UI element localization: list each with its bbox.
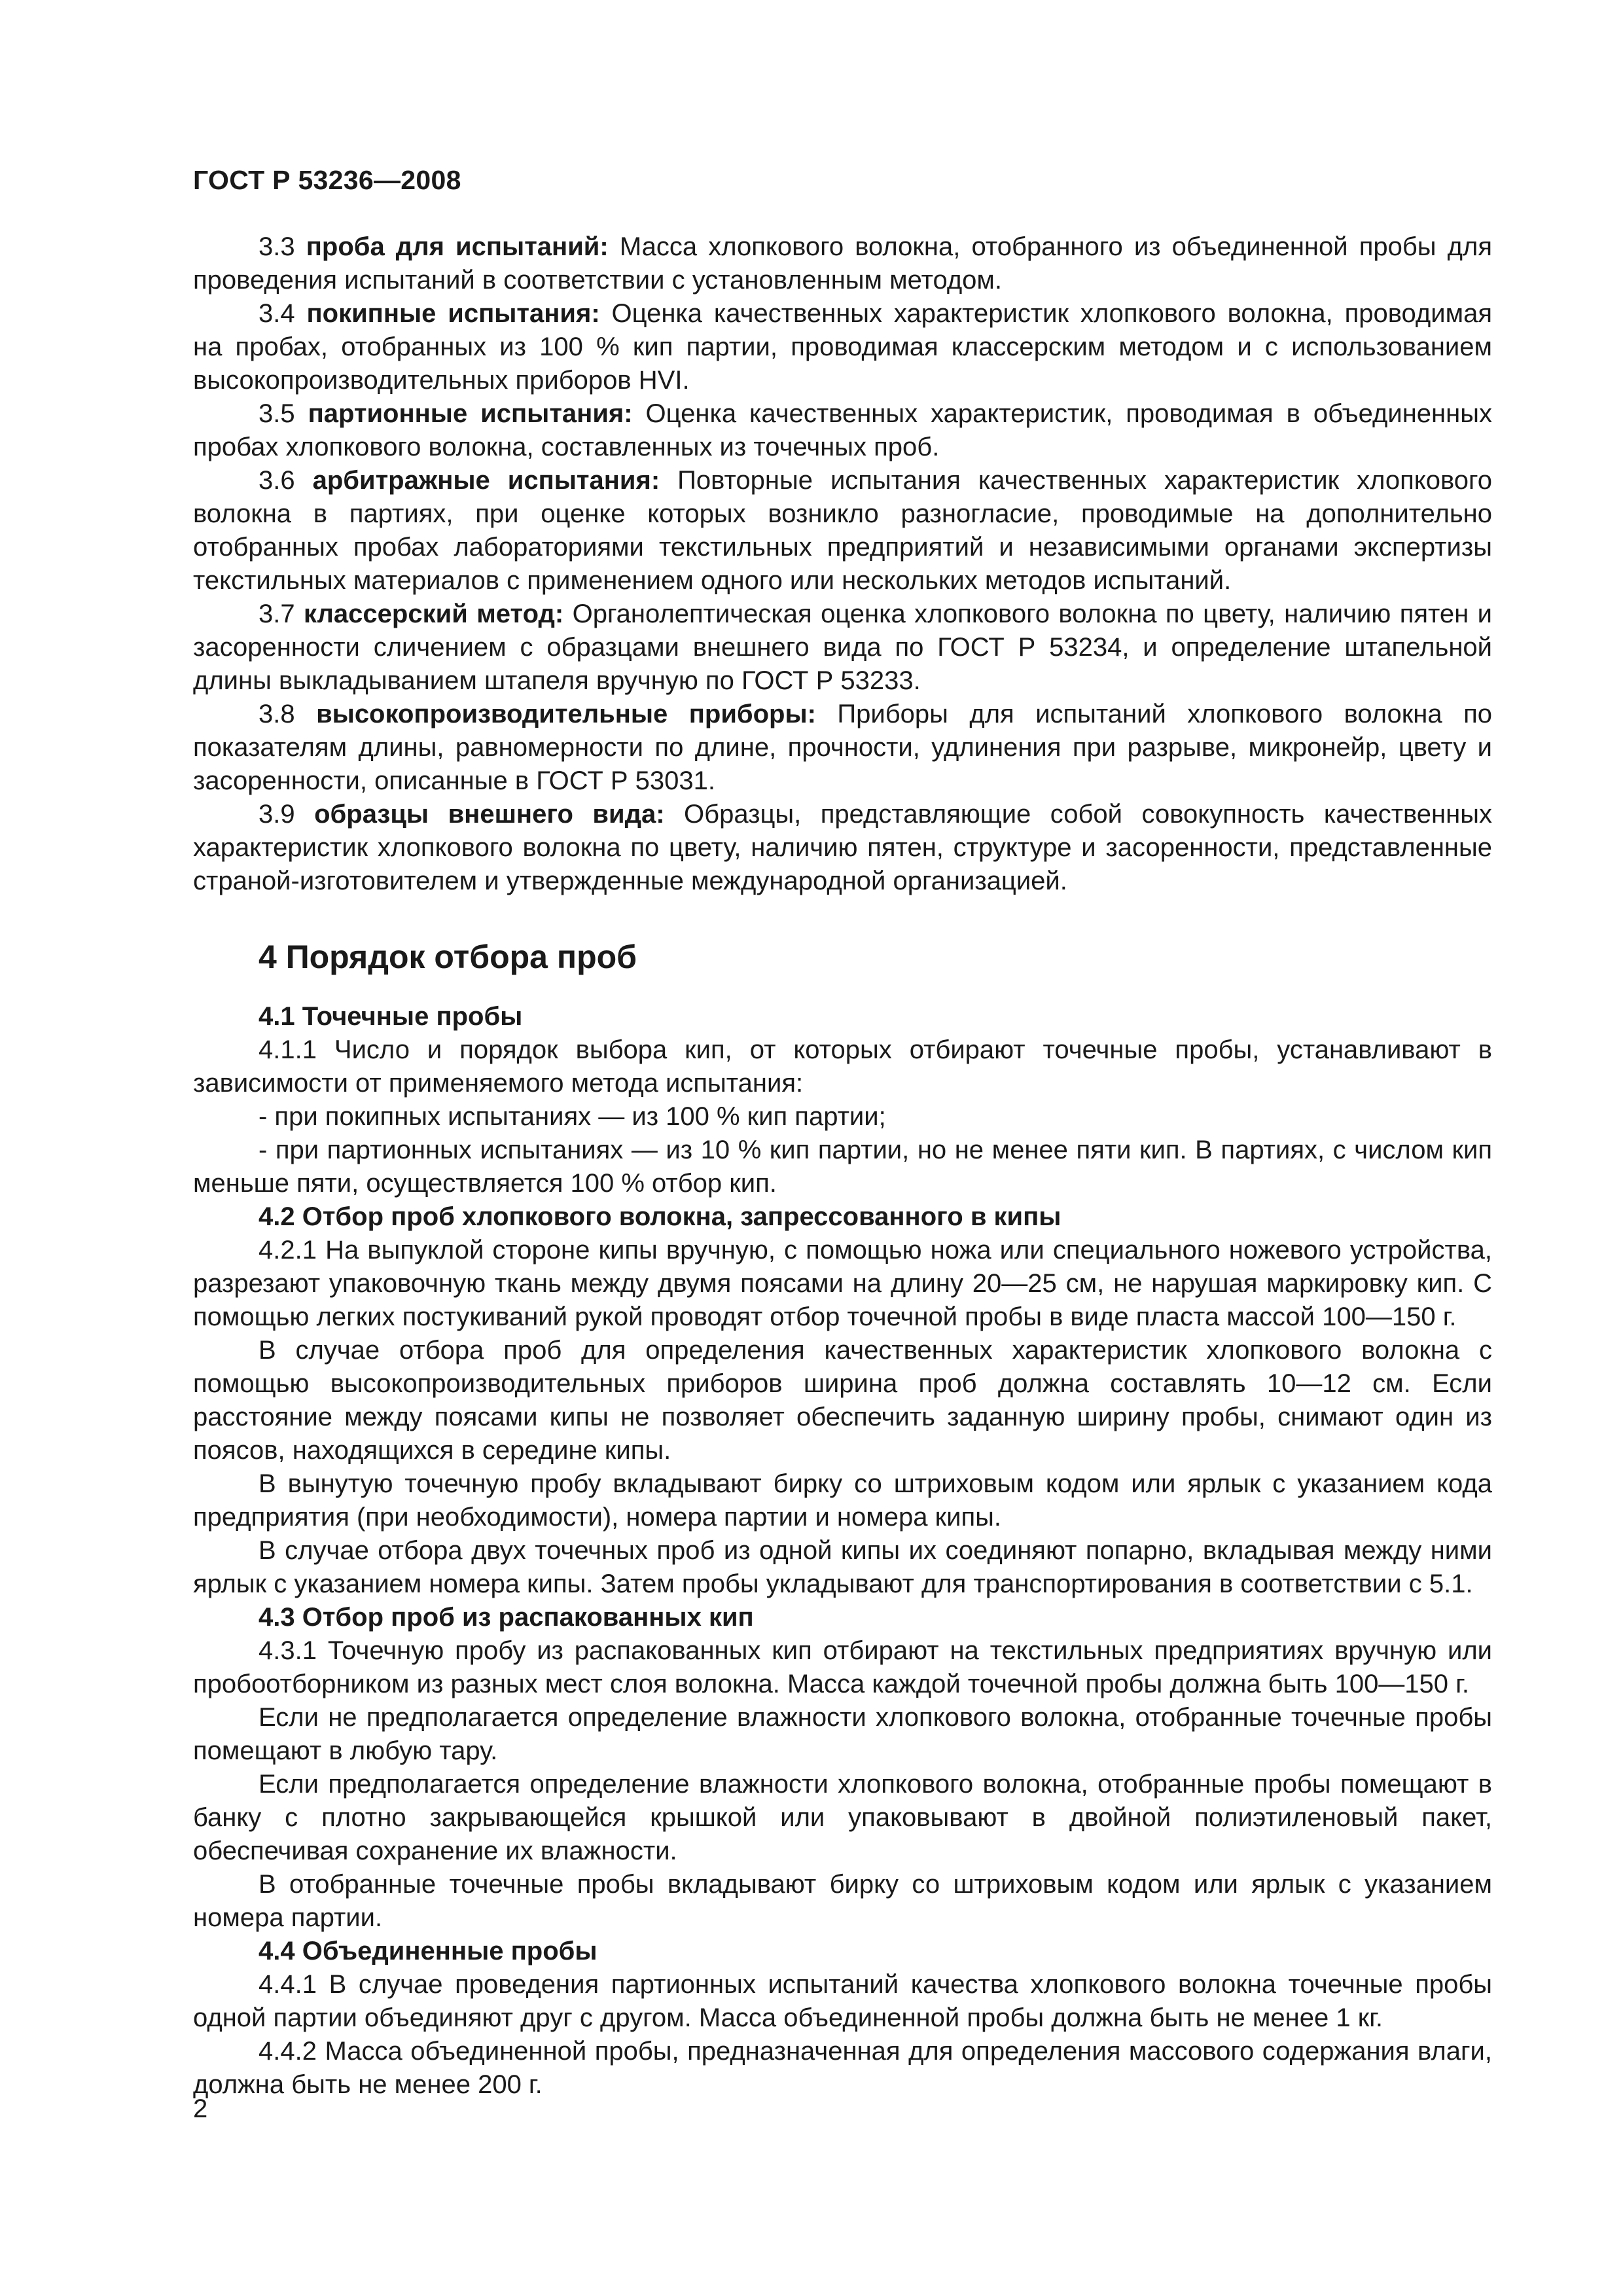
definition-3-7 [193, 598, 1492, 698]
paragraph-4-3-1: 4.3.1 Точечную пробу из распакованных кип отбирают на текстильных предприятиях вручную или пробоотборником из разных мест слоя волокна. Масса каждой точечной пробы должна быть 100—150 г. [193, 1636, 1492, 1698]
paragraph: В случае отбора проб для определения качественных характеристик хлопкового волокна с помощью высокопроизводительных приборов ширина проб должна составлять 10—12 см. Если расстояние между поясами кипы не позволяет обеспечить заданную ширину пробы, снимают один из поясов, находящихся в середине кипы. [193, 1336, 1492, 1465]
definition-text: Оценка качественных характеристик, проводимая в объединенных пробах хлопкового волокна, составленных из точечных проб. [193, 399, 1492, 461]
definition-text: Приборы для испытаний хлопкового волокна по показателям длины, равномерности по длине, прочности, удлинения при разрыве, микронейр, цвету и засоренности, описанные в ГОСТ Р 53031. [193, 700, 1492, 795]
list-item-dash: - при партионных испытаниях — из 10 % кип партии, но не менее пяти кип. В партиях, с числом кип меньше пяти, осуществляется 100 % отбор кип. [193, 1136, 1492, 1198]
definition-3-5 [193, 397, 1492, 464]
definition-number: 3.5 [259, 399, 295, 428]
definition-text: Масса хлопкового волокна, отобранного из объединенной пробы для проведения испытаний в соответствии с установленным методом. [193, 232, 1492, 295]
definition-3-6 [193, 464, 1492, 598]
definition-3-4 [193, 297, 1492, 397]
definition-term: арбитражные испытания: [312, 466, 660, 495]
subsection-heading-4-2: 4.2 Отбор проб хлопкового волокна, запрессованного в кипы [259, 1202, 1061, 1231]
page-content [193, 230, 1492, 2102]
definition-3-3 [193, 230, 1492, 297]
subsection-heading-4-1: 4.1 Точечные пробы [259, 1002, 523, 1031]
paragraph: Если не предполагается определение влажности хлопкового волокна, отобранные точечные пробы помещают в любую тару. [193, 1703, 1492, 1765]
definition-number: 3.8 [259, 700, 295, 728]
definition-term: покипные испытания: [306, 299, 600, 328]
definition-number: 3.3 [259, 232, 295, 261]
definition-text: Оценка качественных характеристик хлопкового волокна, проводимая на пробах, отобранных из 100 % кип партии, проводимая классерским методом и с использованием высокопроизводительных приборов HVI. [193, 299, 1492, 395]
paragraph-4-4-1: 4.4.1 В случае проведения партионных испытаний качества хлопкового волокна точечные пробы одной партии объединяют друг с другом. Масса объединенной пробы должна быть не менее 1 кг. [193, 1970, 1492, 2032]
definition-number: 3.4 [259, 299, 295, 328]
list-item-dash: - при покипных испытаниях — из 100 % кип партии; [259, 1102, 886, 1131]
paragraph: В отобранные точечные пробы вкладывают бирку со штриховым кодом или ярлык с указанием номера партии. [193, 1870, 1492, 1932]
paragraph: В случае отбора двух точечных проб из одной кипы их соединяют попарно, вкладывая между ними ярлык с указанием номера кипы. Затем пробы укладывают для транспортирования в соответствии с 5.1. [193, 1536, 1492, 1598]
definition-number: 3.7 [259, 600, 295, 628]
definition-number: 3.6 [259, 466, 295, 495]
definition-term: образцы внешнего вида: [314, 800, 665, 829]
subsection-heading-4-4: 4.4 Объединенные пробы [259, 1937, 597, 1965]
definition-term: высокопроизводительные приборы: [316, 700, 816, 728]
definition-term: партионные испытания: [308, 399, 633, 428]
definition-3-8 [193, 698, 1492, 798]
standard-code-header: ГОСТ Р 53236—2008 [193, 165, 461, 195]
definition-term: классерский метод: [304, 600, 564, 628]
definition-3-9 [193, 798, 1492, 898]
definition-text: Образцы, представляющие собой совокупность качественных характеристик хлопкового волокна по цвету, наличию пятен, структуре и засоренности, представленные страной-изготовителем и утвержденные международной организацией. [193, 800, 1492, 895]
paragraph: В вынутую точечную пробу вкладывают бирку со штриховым кодом или ярлык с указанием кода предприятия (при необходимости), номера партии и номера кипы. [193, 1469, 1492, 1532]
definition-text: Органолептическая оценка хлопкового волокна по цвету, наличию пятен и засоренности сличением с образцами внешнего вида по ГОСТ Р 53234, и определение штапельной длины выкладыванием штапеля вручную по ГОСТ Р 53233. [193, 600, 1492, 695]
paragraph-4-2-1: 4.2.1 На выпуклой стороне кипы вручную, с помощью ножа или специального ножевого устройства, разрезают упаковочную ткань между двумя поясами на длину 20—25 см, не нарушая маркировку кип. С помощью легких постукиваний рукой проводят отбор точечной пробы в виде пласта массой 100—150 г. [193, 1236, 1492, 1331]
definition-text: Повторные испытания качественных характеристик хлопкового волокна в партиях, при оценке которых возникло разногласие, проводимые на дополнительно отобранных пробах лабораториями текстильных предприятий и независимыми органами экспертизы текстильных материалов с применением одного или нескольких методов испытаний. [193, 466, 1492, 595]
paragraph: Если предполагается определение влажности хлопкового волокна, отобранные пробы помещают в банку с плотно закрывающейся крышкой или упаковывают в двойной полиэтиленовый пакет, обеспечивая сохранение их влажности. [193, 1770, 1492, 1865]
definition-number: 3.9 [259, 800, 295, 829]
definition-term: проба для испытаний: [306, 232, 609, 261]
page-number: 2 [193, 2094, 208, 2123]
paragraph-4-4-2: 4.4.2 Масса объединенной пробы, предназначенная для определения массового содержания влаги, должна быть не менее 200 г. [193, 2037, 1492, 2099]
paragraph-4-1-1: 4.1.1 Число и порядок выбора кип, от которых отбирают точечные пробы, устанавливают в зависимости от применяемого метода испытания: [193, 1035, 1492, 1098]
subsection-heading-4-3: 4.3 Отбор проб из распакованных кип [259, 1603, 754, 1632]
section-heading: 4 Порядок отбора проб [259, 939, 637, 975]
